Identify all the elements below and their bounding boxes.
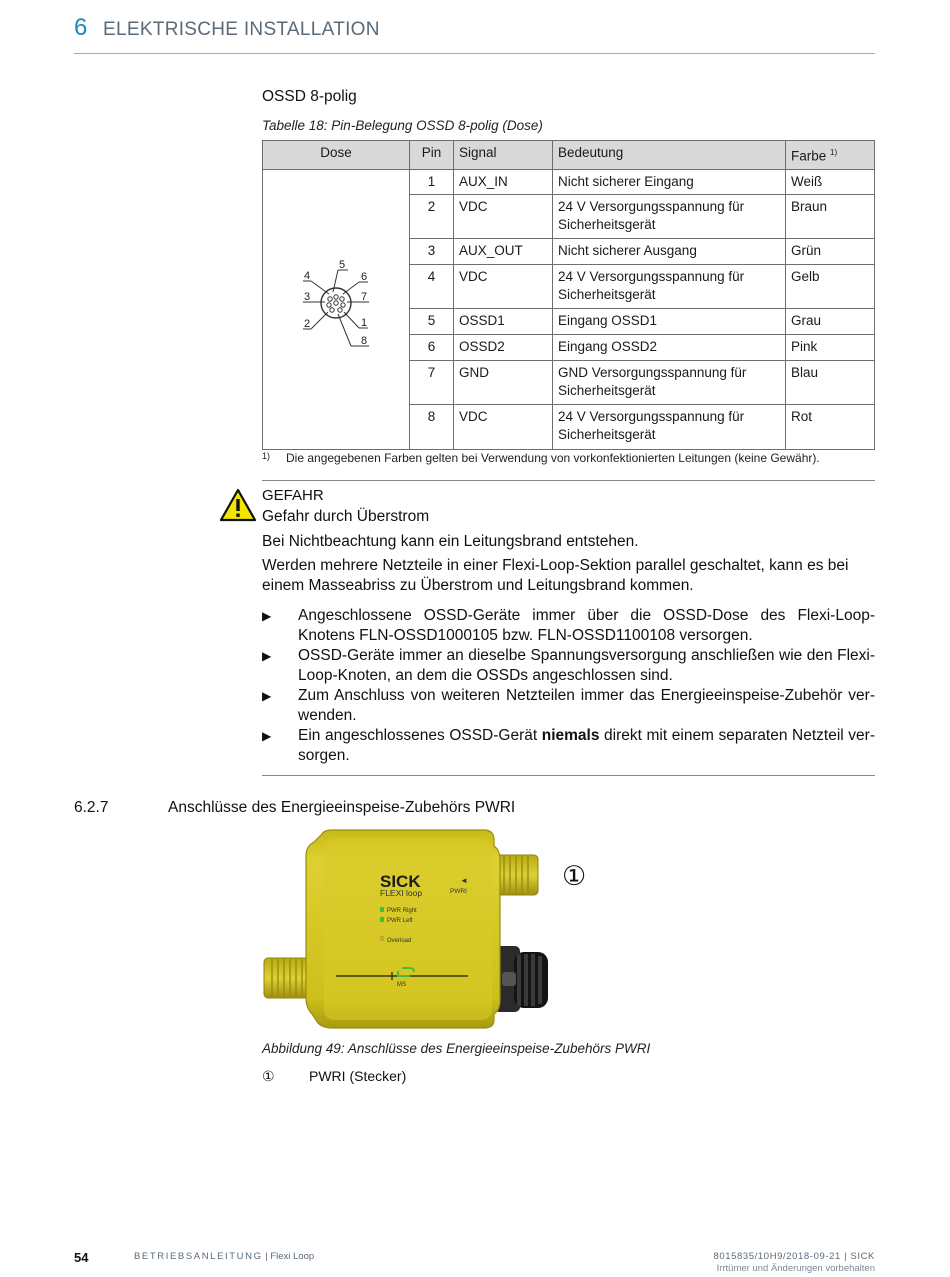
cell-signal: VDC	[454, 265, 553, 309]
device-brand: SICK	[380, 872, 421, 891]
danger-paragraph: Bei Nichtbeachtung kann ein Leitungsbrand entstehen.	[262, 533, 639, 550]
cell-signal: VDC	[454, 195, 553, 239]
led-label: PWR Left	[387, 918, 413, 924]
cell-pin: 3	[410, 239, 454, 265]
footer-doc-type: BETRIEBSANLEITUNG	[134, 1251, 263, 1262]
cell-bedeutung: Eingang OSSD1	[553, 309, 786, 335]
cell-pin: 6	[410, 335, 454, 361]
cell-bedeutung: GND Versorgungsspannung für Sicherheitsgerät	[553, 360, 786, 404]
connector-pin-label: 5	[339, 258, 346, 271]
ms-label: MS	[397, 982, 406, 988]
cell-bedeutung: Nicht sicherer Eingang	[553, 169, 786, 195]
cell-farbe: Grau	[786, 309, 875, 335]
page-number: 54	[74, 1250, 89, 1265]
cell-signal: OSSD2	[454, 335, 553, 361]
cell-bedeutung: 24 V Versorgungsspannung für Sicherheitsgerät	[553, 195, 786, 239]
connector-pin-label: 3	[304, 290, 311, 303]
cell-farbe: Weiß	[786, 169, 875, 195]
bullet-arrow-icon: ▶	[262, 729, 272, 743]
list-item-text: Angeschlossene OSSD-Geräte immer über die OSSD-Dose des Flexi-Loop-Knotens FLN-OSSD1000105 bzw. FLN-OSSD1100108 versorgen.	[298, 607, 875, 644]
device-port-label: PWRI	[450, 888, 467, 895]
connector-diagram-cell	[263, 169, 410, 449]
chapter-title: ELEKTRISCHE INSTALLATION	[103, 19, 380, 40]
led-pwr-left-icon	[380, 917, 384, 922]
left-connector	[264, 958, 312, 998]
legend-number: ①	[262, 1068, 275, 1084]
chapter-number: 6	[74, 14, 88, 41]
figure-caption: Abbildung 49: Anschlüsse des Energieeinspeise-Zubehörs PWRI	[262, 1041, 651, 1056]
footer-left	[134, 1251, 314, 1262]
danger-bottom-rule	[262, 775, 875, 776]
black-connector	[494, 946, 548, 1012]
cell-bedeutung: Nicht sicherer Ausgang	[553, 239, 786, 265]
header-rule	[74, 53, 875, 54]
list-item-text: Zum Anschluss von weiteren Netzteilen immer das Energieeinspeise-Zubehör verwenden.	[298, 687, 875, 724]
cell-pin: 1	[410, 169, 454, 195]
list-item	[262, 686, 875, 726]
connector-pin-label: 6	[361, 270, 368, 283]
pin-table	[262, 140, 875, 450]
header-signal: Signal	[454, 141, 553, 170]
connector-pin-label: 1	[361, 316, 368, 329]
list-item	[262, 726, 875, 766]
danger-top-rule	[262, 480, 875, 481]
led-overload-icon	[380, 936, 384, 941]
figure-callout: ①	[562, 861, 587, 891]
pwri-device-illustration	[262, 828, 562, 1038]
device-model: FLEXI loop	[380, 888, 423, 898]
cell-signal: VDC	[454, 405, 553, 449]
cell-pin: 5	[410, 309, 454, 335]
header-dose: Dose	[263, 141, 410, 170]
bullet-arrow-icon: ▶	[262, 689, 272, 703]
header-farbe-footnote: 1)	[830, 148, 838, 157]
list-item-emphasis: niemals	[541, 727, 600, 744]
header-bedeutung: Bedeutung	[553, 141, 786, 170]
danger-title: GEFAHR	[262, 487, 324, 504]
bullet-arrow-icon: ▶	[262, 609, 272, 623]
footer-product: Flexi Loop	[270, 1251, 315, 1262]
connector-pin-label: 4	[304, 269, 311, 282]
danger-subtitle: Gefahr durch Überstrom	[262, 508, 430, 525]
list-item	[262, 646, 875, 686]
cell-bedeutung: Eingang OSSD2	[553, 335, 786, 361]
danger-instruction-list	[262, 606, 875, 766]
connector-pin-label: 2	[304, 317, 311, 330]
header-farbe-label: Farbe	[791, 148, 827, 164]
bullet-arrow-icon: ▶	[262, 649, 272, 663]
connector-pinout-diagram	[263, 170, 409, 444]
danger-paragraph: Werden mehrere Netzteile in einer Flexi-Loop-Sektion parallel geschaltet, kann es bei einem Masseabriss zu Überstrom und Leitungsbrand kommen.	[262, 557, 849, 594]
led-label: PWR Right	[387, 908, 417, 914]
footnote-mark: 1)	[262, 451, 271, 461]
footer-separator: |	[262, 1251, 271, 1262]
legend-text: PWRI (Stecker)	[309, 1068, 407, 1084]
list-item	[262, 606, 875, 646]
cell-pin: 2	[410, 195, 454, 239]
list-item-text-pre: Ein angeschlossenes OSSD-Gerät	[298, 727, 542, 744]
connector-pin-label: 7	[361, 290, 368, 303]
table-row	[263, 169, 875, 195]
cell-farbe: Grün	[786, 239, 875, 265]
cell-pin: 8	[410, 405, 454, 449]
cell-signal: OSSD1	[454, 309, 553, 335]
cell-farbe: Braun	[786, 195, 875, 239]
led-label: Overload	[387, 938, 412, 944]
list-item-text-post: direkt mit einem separaten Netzteil versorgen.	[298, 727, 876, 764]
port-arrow-icon: ◄	[460, 876, 468, 885]
footer-doc-id: 8015835/10H9/2018-09-21 | SICK	[713, 1251, 875, 1262]
led-pwr-right-icon	[380, 907, 384, 912]
warning-triangle-icon	[219, 488, 257, 527]
section-title: Anschlüsse des Energieeinspeise-Zubehörs PWRI	[168, 799, 516, 816]
list-item-text: OSSD-Geräte immer an dieselbe Spannungsversorgung anschließen wie den Flexi-Loop-Knoten, an dem die OSSDs angeschlossen sind.	[298, 647, 875, 684]
cell-pin: 4	[410, 265, 454, 309]
cell-farbe: Gelb	[786, 265, 875, 309]
cell-signal: GND	[454, 360, 553, 404]
cell-farbe: Blau	[786, 360, 875, 404]
cell-bedeutung: 24 V Versorgungsspannung für Sicherheitsgerät	[553, 265, 786, 309]
header-pin: Pin	[410, 141, 454, 170]
cell-farbe: Rot	[786, 405, 875, 449]
table-caption: Tabelle 18: Pin-Belegung OSSD 8-polig (Dose)	[262, 118, 543, 133]
section-subtitle: OSSD 8-polig	[262, 88, 357, 105]
footnote-text: Die angegebenen Farben gelten bei Verwendung von vorkonfektionierten Leitungen (keine Gewähr).	[286, 451, 820, 465]
cell-signal: AUX_IN	[454, 169, 553, 195]
cell-pin: 7	[410, 360, 454, 404]
footer-disclaimer: Irrtümer und Änderungen vorbehalten	[716, 1263, 875, 1274]
header-farbe	[786, 141, 875, 170]
table-header-row	[263, 141, 875, 170]
cell-farbe: Pink	[786, 335, 875, 361]
cell-signal: AUX_OUT	[454, 239, 553, 265]
section-number: 6.2.7	[74, 799, 109, 816]
cell-bedeutung: 24 V Versorgungsspannung für Sicherheitsgerät	[553, 405, 786, 449]
connector-pin-label: 8	[361, 334, 368, 347]
